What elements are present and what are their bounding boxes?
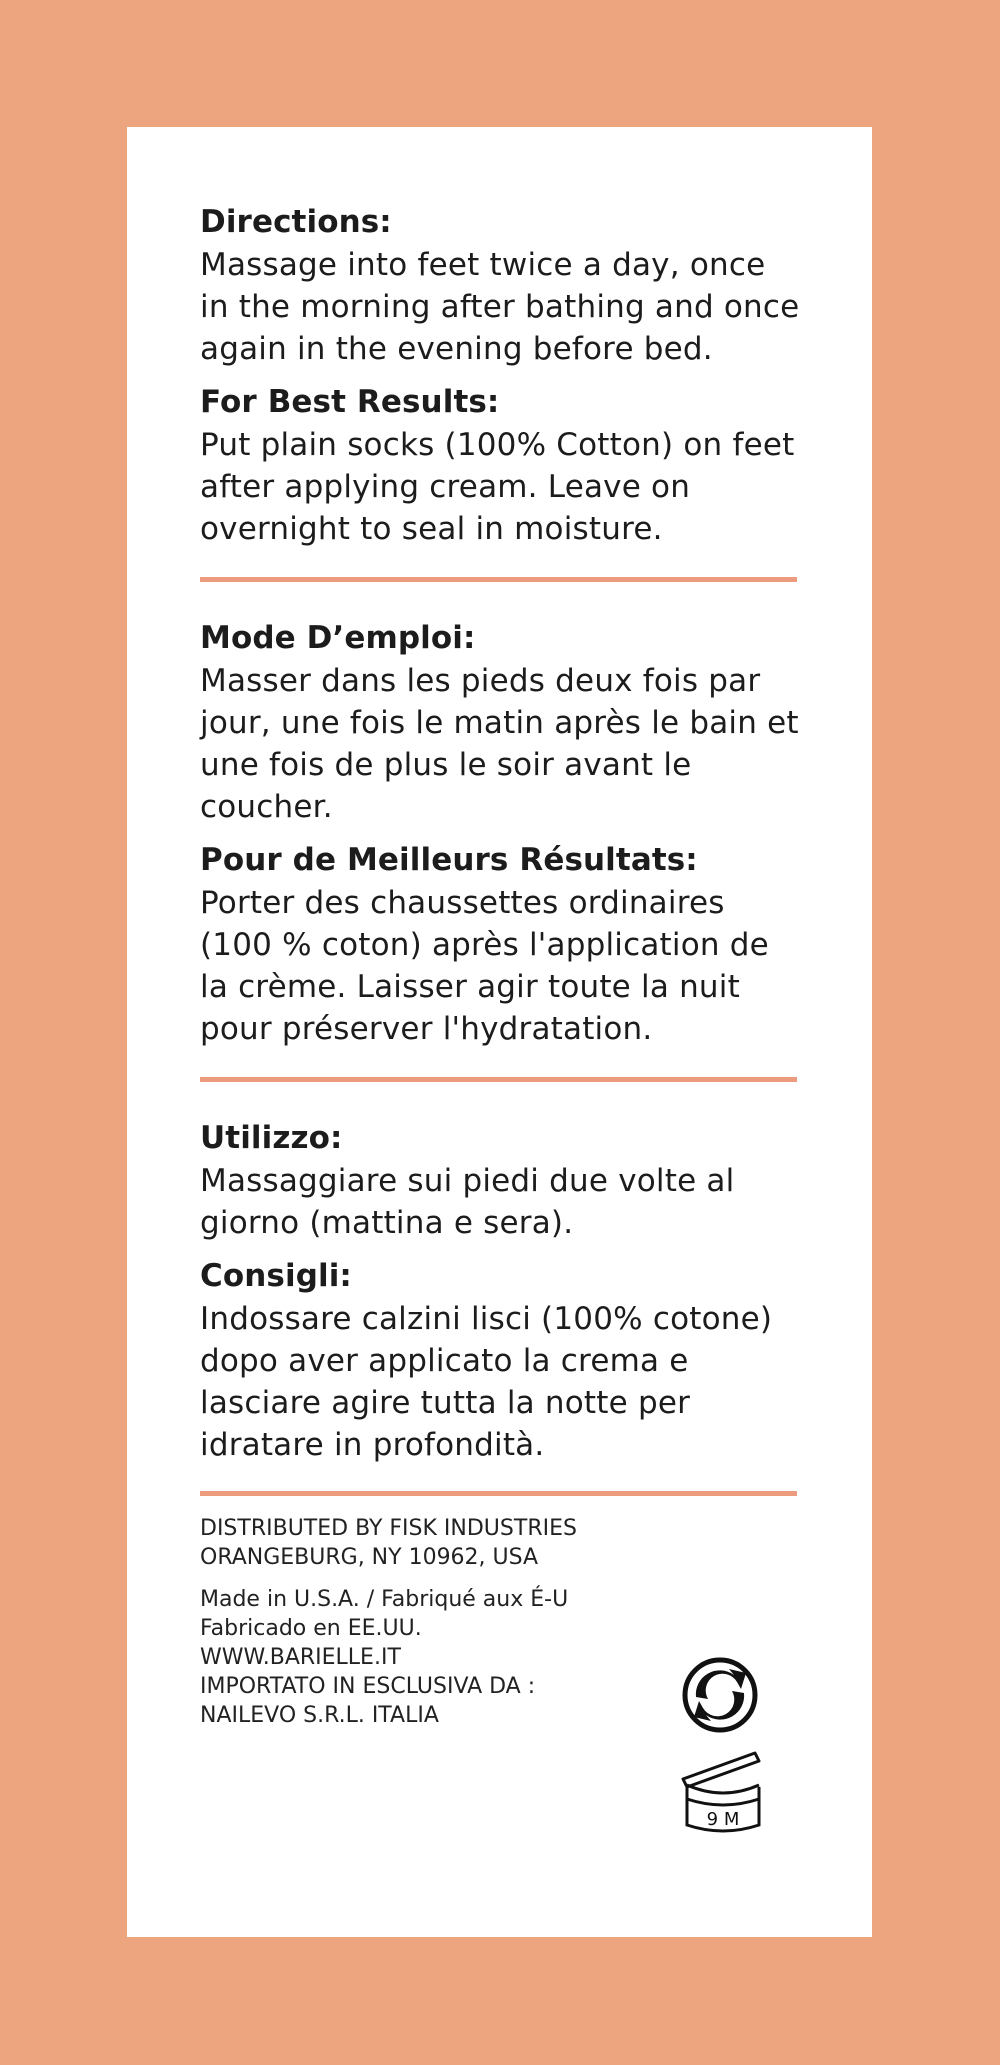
- consigli-heading: Consigli:: [200, 1258, 352, 1294]
- label-content: [200, 201, 800, 1730]
- period-after-opening-icon: [679, 1741, 769, 1837]
- section-french: [200, 617, 800, 1050]
- section-italian: [200, 1117, 800, 1466]
- meilleurs-resultats-text: Porter des chaussettes ordinaires (100 % coton) après l'application de la crème. Laisser agir toute la nuit pour préserver l'hydratation.: [200, 885, 769, 1047]
- label-card: [127, 127, 872, 1937]
- directions-text: Massage into feet twice a day, once in the morning after bathing and once again in the evening before bed.: [200, 247, 800, 367]
- utilizzo-text: Massaggiare sui piedi due volte al giorno (mattina e sera).: [200, 1163, 735, 1241]
- fabricado-text: Fabricado en EE.UU.: [200, 1616, 422, 1641]
- green-dot-recycling-icon: [682, 1657, 758, 1733]
- website-text: WWW.BARIELLE.IT: [200, 1645, 401, 1670]
- pao-label: 9 M: [706, 1809, 740, 1830]
- best-results-heading: For Best Results:: [200, 384, 500, 420]
- packaging-symbols: [679, 1657, 769, 1837]
- distributor-line-1: DISTRIBUTED BY FISK INDUSTRIES: [200, 1516, 577, 1541]
- footer-distributor: [200, 1514, 800, 1572]
- best-results-text: Put plain socks (100% Cotton) on feet after applying cream. Leave on overnight to seal in moisture.: [200, 427, 795, 547]
- mode-emploi-text: Masser dans les pieds deux fois par jour, une fois le matin après le bain et une fois de plus le soir avant le coucher.: [200, 663, 799, 825]
- importer-line-1: IMPORTATO IN ESCLUSIVA DA :: [200, 1674, 536, 1699]
- consigli-text: Indossare calzini lisci (100% cotone) dopo aver applicato la crema e lasciare agire tutta la notte per idratare in profondità.: [200, 1301, 773, 1463]
- directions-heading: Directions:: [200, 204, 392, 240]
- section-english: [200, 201, 800, 550]
- made-in-text: Made in U.S.A. / Fabriqué aux É-U: [200, 1587, 569, 1612]
- importer-line-2: NAILEVO S.R.L. ITALIA: [200, 1703, 439, 1728]
- meilleurs-resultats-heading: Pour de Meilleurs Résultats:: [200, 842, 698, 878]
- distributor-line-2: ORANGEBURG, NY 10962, USA: [200, 1545, 539, 1570]
- mode-emploi-heading: Mode D’emploi:: [200, 620, 476, 656]
- utilizzo-heading: Utilizzo:: [200, 1120, 343, 1156]
